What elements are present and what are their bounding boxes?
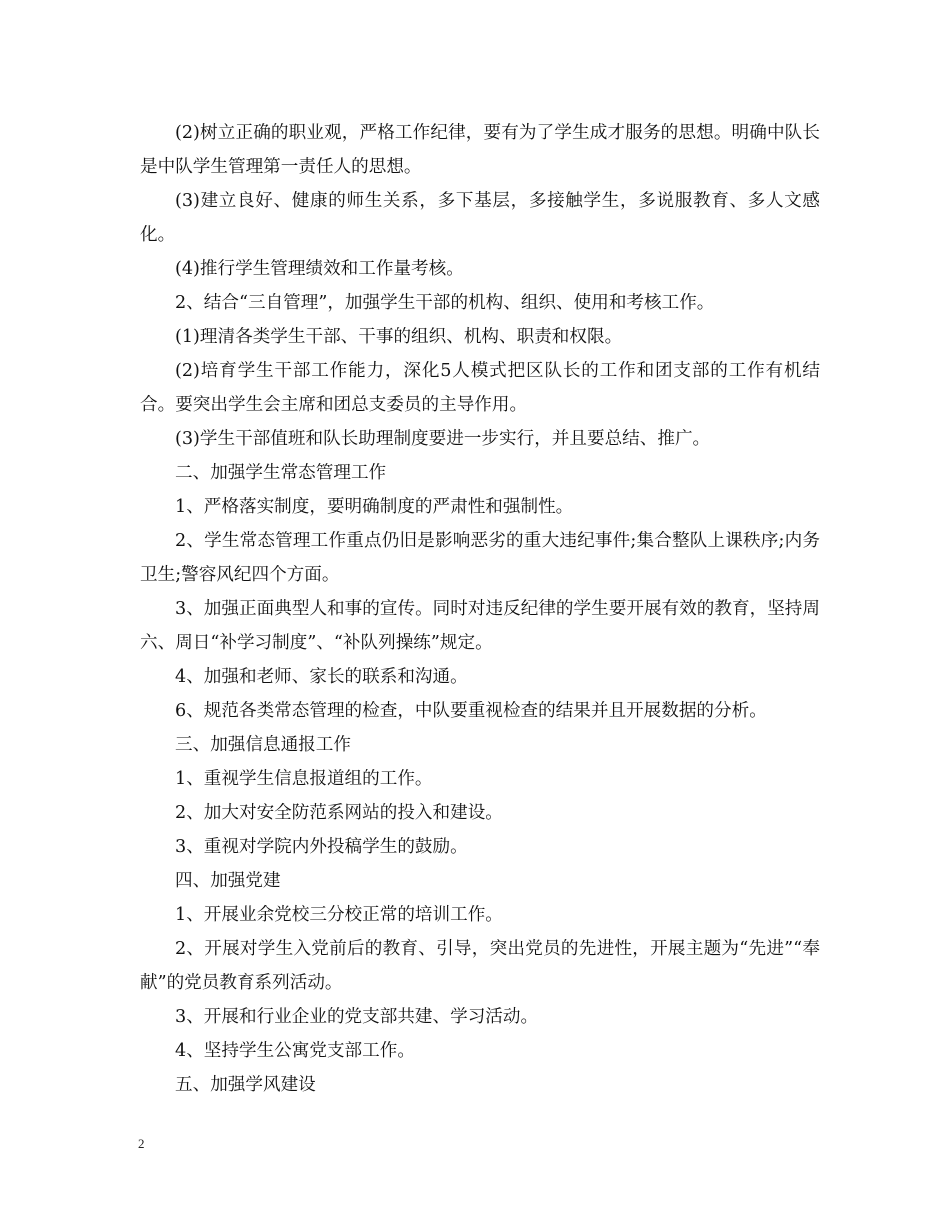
- paragraph: 4、加强和老师、家长的联系和沟通。: [175, 667, 468, 687]
- paragraph: 1、严格落实制度，要明确制度的严肃性和强制性。: [175, 497, 574, 517]
- paragraph: (2)培育学生干部工作能力，深化5人模式把区队长的工作和团支部的工作有机结合。要突出学生会主席和团总支委员的主导作用。: [140, 361, 820, 415]
- section-heading: 四、加强党建: [175, 871, 281, 891]
- paragraph: (3)建立良好、健康的师生关系，多下基层，多接触学生，多说服教育、多人文感化。: [140, 191, 820, 245]
- paragraph: 3、加强正面典型人和事的宣传。同时对违反纪律的学生要开展有效的教育，坚持周六、周日“补学习制度”、“补队列操练”规定。: [140, 599, 820, 653]
- paragraph: 6、规范各类常态管理的检查，中队要重视检查的结果并且开展数据的分析。: [175, 701, 767, 721]
- paragraph: (4)推行学生管理绩效和工作量考核。: [175, 259, 464, 279]
- paragraph: 3、重视对学院内外投稿学生的鼓励。: [175, 837, 468, 857]
- paragraph: 2、学生常态管理工作重点仍旧是影响恶劣的重大违纪事件;集合整队上课秩序;内务卫生;警容风纪四个方面。: [140, 531, 820, 585]
- section-heading: 五、加强学风建设: [175, 1075, 316, 1095]
- paragraph: (3)学生干部值班和队长助理制度要进一步实行，并且要总结、推广。: [175, 429, 711, 449]
- paragraph: 2、结合“三自管理”，加强学生干部的机构、组织、使用和考核工作。: [175, 293, 715, 313]
- paragraph: (2)树立正确的职业观，严格工作纪律，要有为了学生成才服务的思想。明确中队长是中队学生管理第一责任人的思想。: [140, 123, 820, 177]
- page-number: 2: [138, 1136, 145, 1151]
- paragraph: (1)理清各类学生干部、干事的组织、机构、职责和权限。: [175, 327, 623, 347]
- paragraph: 4、坚持学生公寓党支部工作。: [175, 1041, 415, 1061]
- paragraph: 2、开展对学生入党前后的教育、引导，突出党员的先进性，开展主题为“先进”“奉献”的党员教育系列活动。: [140, 939, 820, 993]
- paragraph: 1、重视学生信息报道组的工作。: [175, 769, 433, 789]
- document-body: [140, 116, 820, 1102]
- section-heading: 二、加强学生常态管理工作: [175, 463, 387, 483]
- section-heading: 三、加强信息通报工作: [175, 735, 351, 755]
- paragraph: 3、开展和行业企业的党支部共建、学习活动。: [175, 1007, 539, 1027]
- paragraph: 1、开展业余党校三分校正常的培训工作。: [175, 905, 503, 925]
- paragraph: 2、加大对安全防范系网站的投入和建设。: [175, 803, 503, 823]
